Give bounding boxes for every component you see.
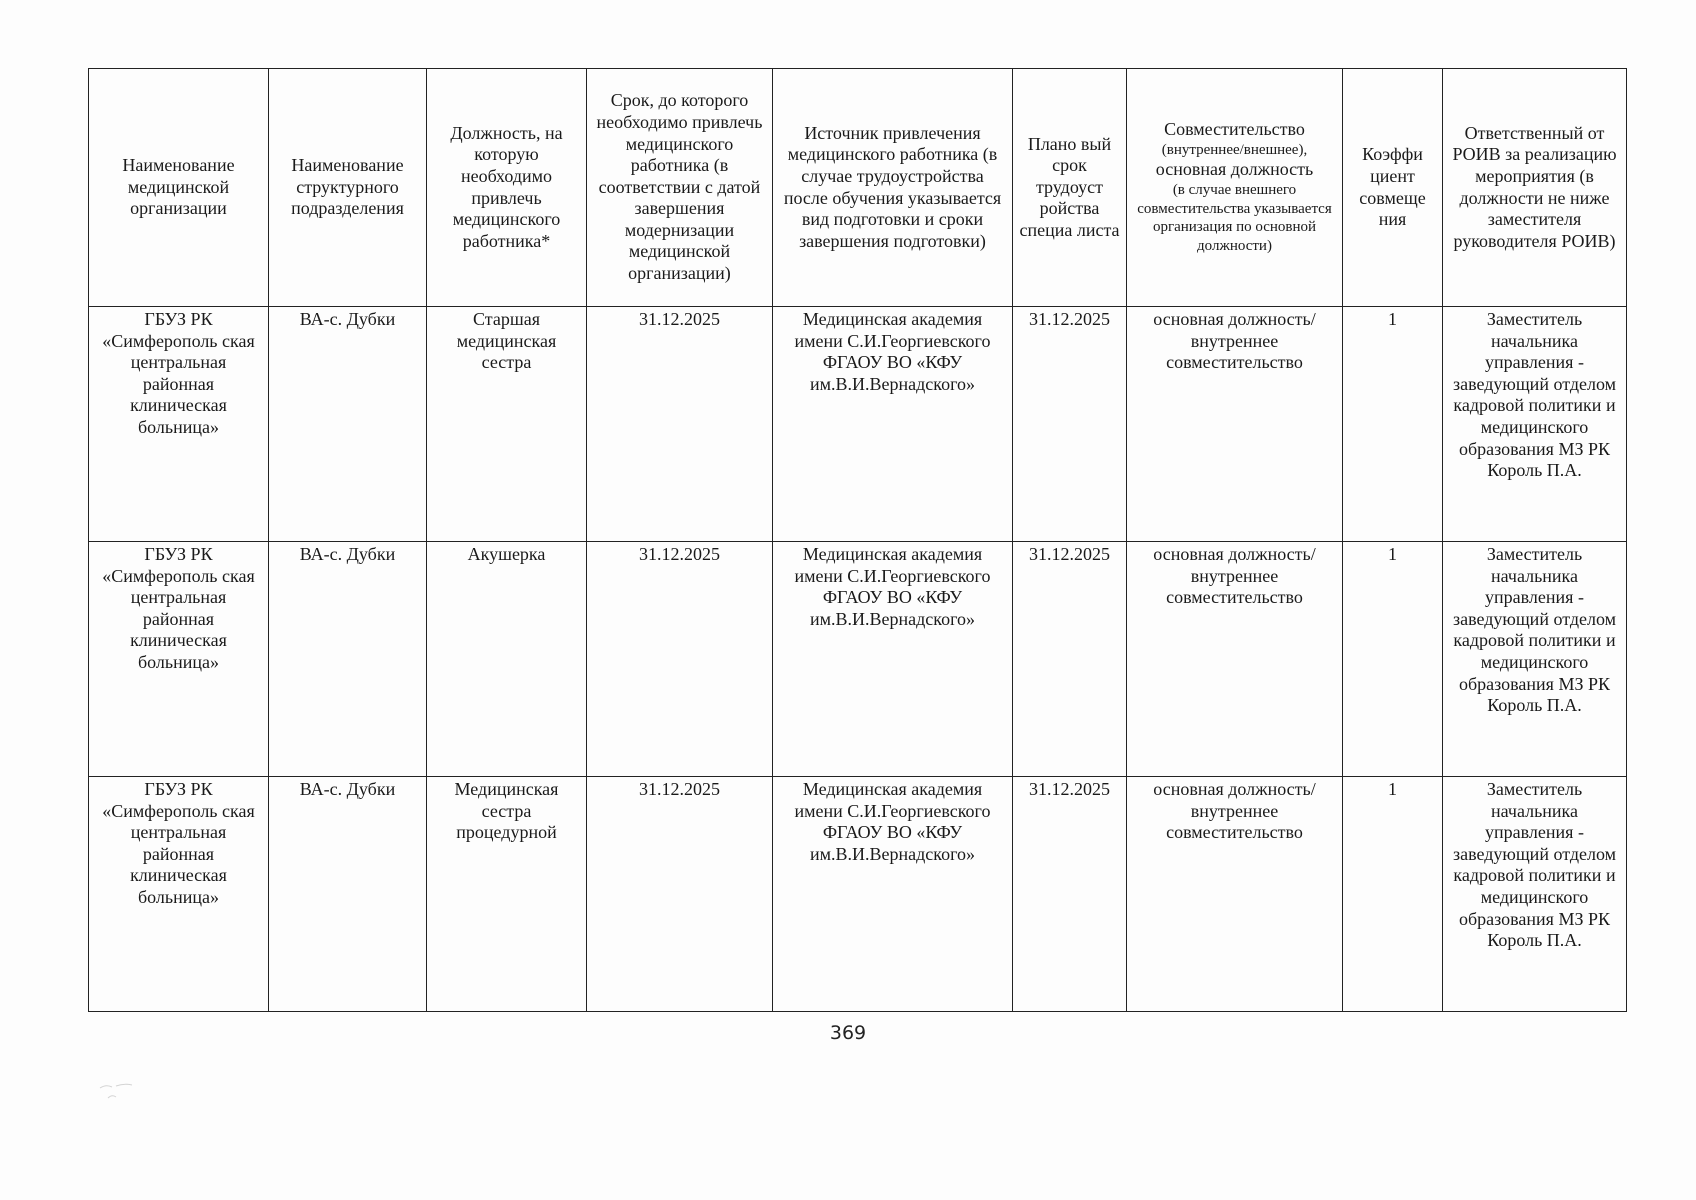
cell-coefficient: 1 (1343, 777, 1443, 1012)
header-coefficient: Коэффи циент совмеще ния (1343, 69, 1443, 307)
cell-responsible: Заместитель начальника управления - заведующий отделом кадровой политики и медицинского образования МЗ РК Король П.А. (1443, 777, 1627, 1012)
table-row (89, 542, 1627, 777)
cell-coefficient: 1 (1343, 542, 1443, 777)
cell-unit: ВА-с. Дубки (269, 777, 427, 1012)
table-row (89, 777, 1627, 1012)
header-unit: Наименование структурного подразделения (269, 69, 427, 307)
cell-deadline: 31.12.2025 (587, 777, 773, 1012)
cell-source: Медицинская академия имени С.И.Георгиевского ФГАОУ ВО «КФУ им.В.И.Вернадского» (773, 542, 1013, 777)
header-position: Должность, на которую необходимо привлечь медицинского работника* (427, 69, 587, 307)
cell-planned-date: 31.12.2025 (1013, 307, 1127, 542)
header-responsible: Ответственный от РОИВ за реализацию мероприятия (в должности не ниже заместителя руководителя РОИВ) (1443, 69, 1627, 307)
cell-organization: ГБУЗ РК «Симферополь ская центральная районная клиническая больница» (89, 542, 269, 777)
cell-combination: основная должность/ внутреннее совместительство (1127, 777, 1343, 1012)
cell-responsible: Заместитель начальника управления - заведующий отделом кадровой политики и медицинского образования МЗ РК Король П.А. (1443, 307, 1627, 542)
cell-deadline: 31.12.2025 (587, 542, 773, 777)
cell-deadline: 31.12.2025 (587, 307, 773, 542)
cell-unit: ВА-с. Дубки (269, 307, 427, 542)
page-number: 369 (829, 1022, 867, 1044)
cell-combination: основная должность/ внутреннее совместительство (1127, 542, 1343, 777)
cell-planned-date: 31.12.2025 (1013, 542, 1127, 777)
cell-planned-date: 31.12.2025 (1013, 777, 1127, 1012)
header-deadline: Срок, до которого необходимо привлечь медицинского работника (в соответствии с датой завершения модернизации медицинской организации) (587, 69, 773, 307)
cell-source: Медицинская академия имени С.И.Георгиевского ФГАОУ ВО «КФУ им.В.И.Вернадского» (773, 777, 1013, 1012)
cell-position: Медицинская сестра процедурной (427, 777, 587, 1012)
header-source: Источник привлечения медицинского работника (в случае трудоустройства после обучения указывается вид подготовки и сроки завершения подготовки) (773, 69, 1013, 307)
cell-unit: ВА-с. Дубки (269, 542, 427, 777)
cell-coefficient: 1 (1343, 307, 1443, 542)
cell-responsible: Заместитель начальника управления - заведующий отделом кадровой политики и медицинского образования МЗ РК Король П.А. (1443, 542, 1627, 777)
staffing-table (88, 68, 1627, 1012)
cell-organization: ГБУЗ РК «Симферополь ская центральная районная клиническая больница» (89, 777, 269, 1012)
table-header-row (89, 69, 1627, 307)
header-planned-date: Плано вый срок трудоуст ройства специа листа (1013, 69, 1127, 307)
table-row (89, 307, 1627, 542)
cell-position: Старшая медицинская сестра (427, 307, 587, 542)
header-organization: Наименование медицинской организации (89, 69, 269, 307)
cell-source: Медицинская академия имени С.И.Георгиевского ФГАОУ ВО «КФУ им.В.И.Вернадского» (773, 307, 1013, 542)
cell-position: Акушерка (427, 542, 587, 777)
cell-combination: основная должность/ внутреннее совместительство (1127, 307, 1343, 542)
cell-organization: ГБУЗ РК «Симферополь ская центральная районная клиническая больница» (89, 307, 269, 542)
scan-smudge-mark (96, 1080, 146, 1106)
header-combination: Совместительство (внутреннее/внешнее), основная должность (в случае внешнего совместительства указывается организация по основной должности) (1127, 69, 1343, 307)
